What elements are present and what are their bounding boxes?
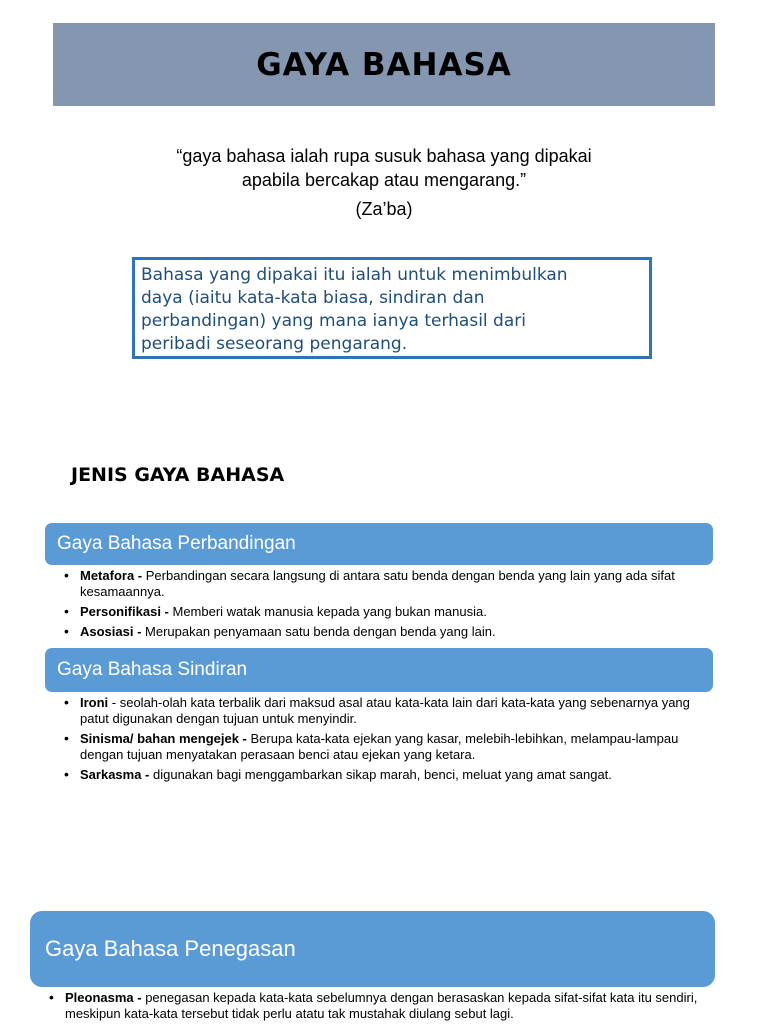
list-item — [64, 604, 704, 620]
item-term: Personifikasi - — [80, 604, 169, 619]
item-term: Sarkasma - — [80, 767, 150, 782]
item-text: penegasan kepada kata-kata sebelumnya dengan berasaskan kepada sifat-sifat kata itu sendiri, meskipun kata-kata tersebut tidak perlu atatu tak mustahak diulang sebut lagi. — [65, 990, 698, 1021]
category-header-perbandingan: Gaya Bahasa Perbandingan — [45, 523, 713, 565]
item-text: Berupa kata-kata ejekan yang kasar, melebih-lebihkan, melampau-lampau dengan tujuan menyatakan perasaan benci atau ejekan yang ketara. — [80, 731, 679, 762]
quote-line: “gaya bahasa ialah rupa susuk bahasa yang dipakai — [176, 146, 592, 166]
list-item — [64, 624, 704, 640]
item-term: Asosiasi - — [80, 624, 142, 639]
list-item — [64, 767, 704, 783]
item-text: digunakan bagi menggambarkan sikap marah, benci, meluat yang amat sangat. — [149, 767, 612, 782]
category-list-penegasan — [49, 990, 709, 1026]
item-term: Sinisma/ bahan mengejek - — [80, 731, 247, 746]
item-text: Memberi watak manusia kepada yang bukan manusia. — [168, 604, 487, 619]
item-text: - seolah-olah kata terbalik dari maksud asal atau kata-kata lain dari kata-kata yang sebenarnya yang patut digunakan dengan tujuan untuk menyindir. — [80, 695, 690, 726]
section-heading: JENIS GAYA BAHASA — [71, 464, 285, 486]
category-header-penegasan: Gaya Bahasa Penegasan — [30, 911, 715, 987]
list-item — [64, 695, 704, 727]
quote-line: apabila bercakap atau mengarang.” — [241, 170, 527, 190]
definition-line: Bahasa yang dipakai itu ialah untuk menimbulkan — [141, 265, 568, 285]
quote-author: (Za’ba) — [355, 199, 413, 219]
page-title: GAYA BAHASA — [256, 46, 512, 83]
list-item — [49, 990, 709, 1022]
category-list-perbandingan — [64, 568, 704, 644]
item-text: Merupakan penyamaan satu benda dengan benda yang lain. — [141, 624, 496, 639]
definition-box — [132, 257, 652, 359]
item-text: Perbandingan secara langsung di antara satu benda dengan benda yang lain yang ada sifat kesamaannya. — [80, 568, 675, 599]
item-term: Pleonasma - — [65, 990, 142, 1005]
category-list-sindiran — [64, 695, 704, 787]
definition-line: peribadi seseorang pengarang. — [141, 334, 408, 354]
quote — [150, 144, 618, 192]
list-item — [64, 568, 704, 600]
item-term: Metafora - — [80, 568, 143, 583]
list-item — [64, 731, 704, 763]
definition-line: daya (iaitu kata-kata biasa, sindiran dan — [141, 288, 485, 308]
category-header-sindiran: Gaya Bahasa Sindiran — [45, 648, 713, 692]
item-term: Ironi — [80, 695, 109, 710]
title-banner — [53, 23, 715, 106]
definition-line: perbandingan) yang mana ianya terhasil dari — [141, 311, 526, 331]
